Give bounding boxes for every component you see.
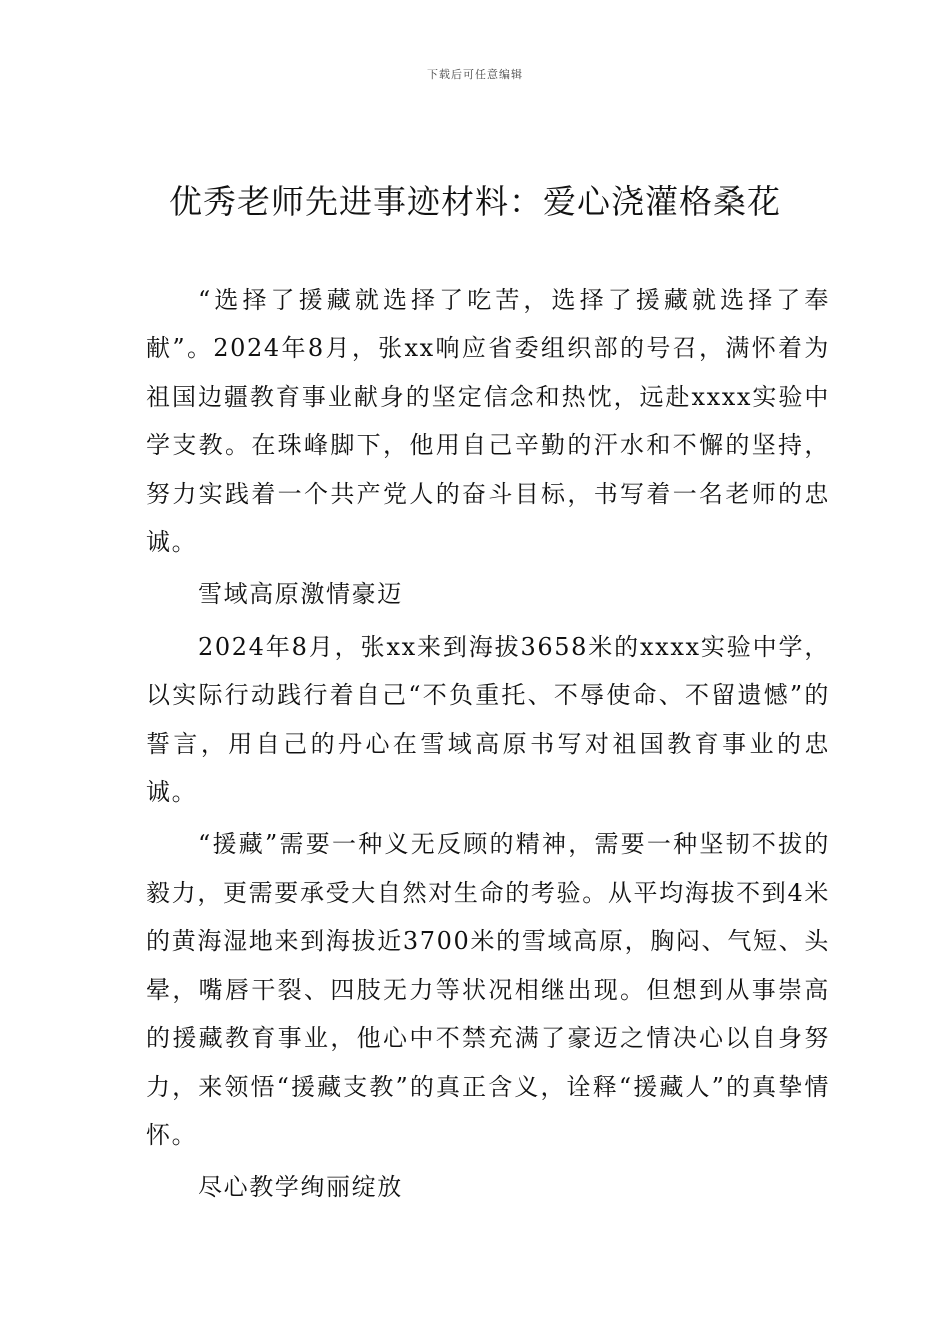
document-title: 优秀老师先进事迹材料：爱心浇灌格桑花 <box>169 182 781 221</box>
page-header-note: 下载后可任意编辑 <box>427 68 523 81</box>
paragraph-hardship: “援藏”需要一种义无反顾的精神，需要一种坚韧不拔的毅力，更需要承受大自然对生命的考验。从平均海拔不到4米的黄海湿地来到海拔近3700米的雪域高原，胸闷、气短、头晕，嘴唇干裂、四肢无力等状况相继出现。但想到从事崇高的援藏教育事业，他心中不禁充满了豪迈之情决心以自身努力，来领悟“援藏支教”的真正含义，诠释“援藏人”的真挚情怀。 <box>146 830 830 1149</box>
paragraph-intro: “选择了援藏就选择了吃苦，选择了援藏就选择了奉献”。2024年8月，张xx响应省委组织部的号召，满怀着为祖国边疆教育事业献身的坚定信念和热忱，远赴xxxx实验中学支教。在珠峰脚下，他用自己辛勤的汗水和不懈的坚持，努力实践着一个共产党人的奋斗目标，书写着一名老师的忠诚。 <box>146 286 830 557</box>
section-heading-plateau: 雪域高原激情豪迈 <box>198 580 403 609</box>
document-body <box>146 276 830 1216</box>
section-heading-teaching: 尽心教学绚丽绽放 <box>198 1173 403 1202</box>
paragraph-arrival: 2024年8月，张xx来到海拔3658米的xxxx实验中学，以实际行动践行着自己“不负重托、不辱使命、不留遗憾”的誓言，用自己的丹心在雪域高原书写对祖国教育事业的忠诚。 <box>146 632 830 807</box>
